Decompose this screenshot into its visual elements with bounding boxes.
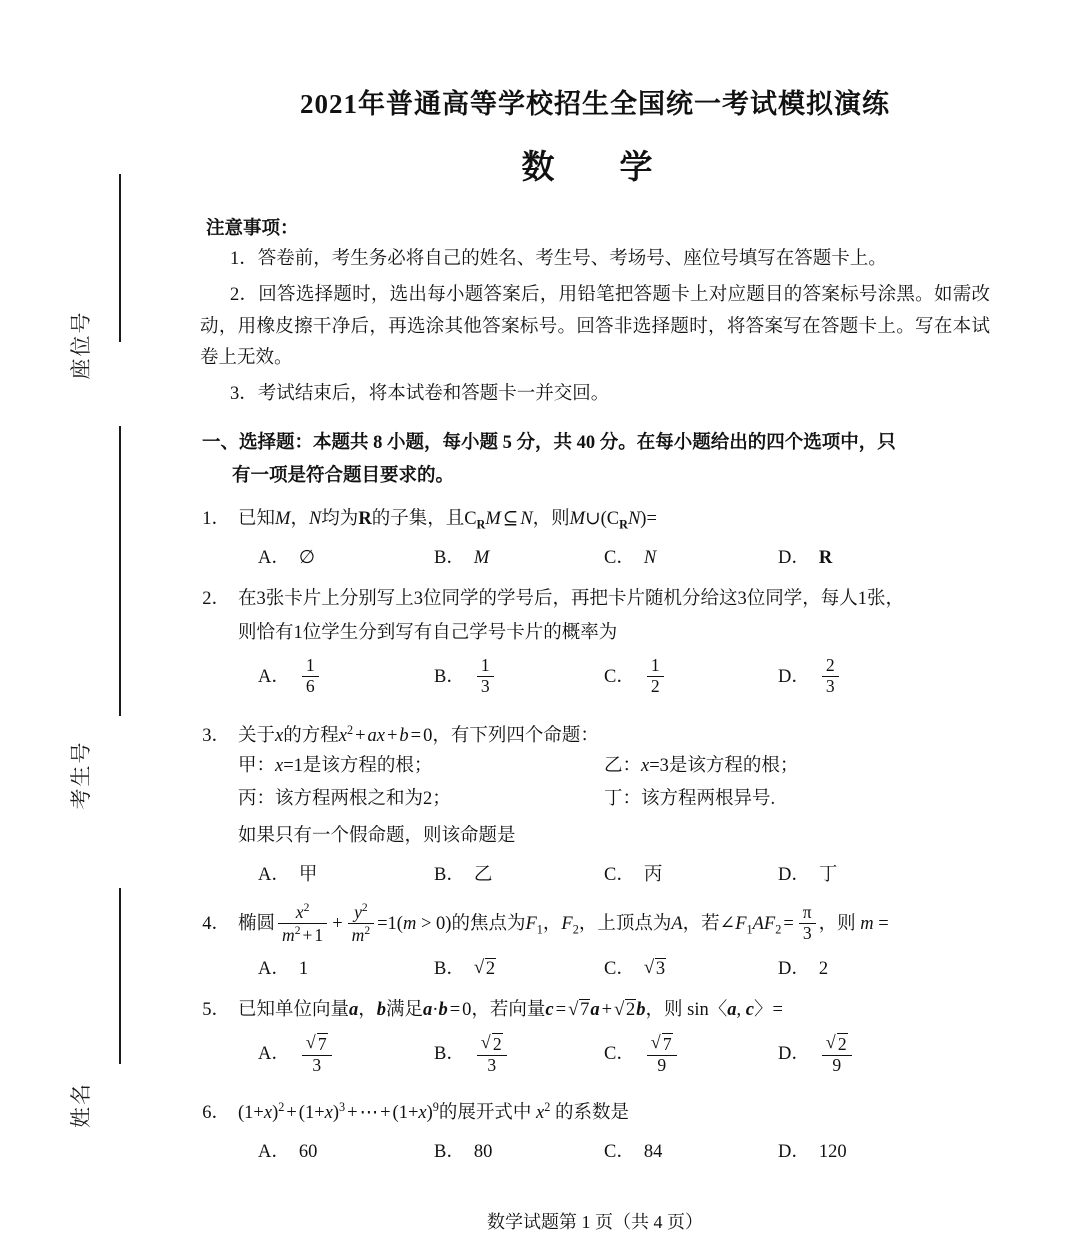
q4-text-3: ，上顶点为	[578, 913, 672, 934]
option-6-a-label: A．	[258, 1141, 290, 1162]
q3-prop-yi-name: 乙：	[604, 755, 642, 776]
q6-expression: $(1+x)^2 + (1+x)^3$ + ⋯ + $(1+x)^9$	[238, 1099, 439, 1124]
q3-text-3: ，有下列四个命题：	[432, 726, 599, 747]
q4-frac2-den: $m^2$	[348, 923, 374, 946]
page-footer: 数学试题第 1 页（共 4 页）	[487, 1212, 703, 1232]
option-2-d-numerator: 2	[825, 655, 835, 676]
option-4-c-label: C．	[604, 959, 635, 980]
question-5-stem	[200, 996, 990, 1026]
q5-text-1: 已知单位向量	[238, 1000, 350, 1021]
q4-frac2-num: $y^2$	[354, 901, 368, 923]
q3-proposition-row-2	[238, 785, 990, 818]
q2-stem-line2: 则恰有1位学生分到写有自己学号卡片的概率为	[238, 622, 618, 643]
page-title: 2021年普通高等学校招生全国统一考试模拟演练	[300, 89, 890, 119]
q3-prop-jia-text: 是该方程的根；	[302, 755, 433, 776]
q2-stem-line1: 在3张卡片上分别写上3位同学的学号后，再把卡片随机分给这3位同学，每人1张，	[238, 589, 905, 610]
option-4-b-label: B．	[434, 959, 465, 980]
option-2-b-fraction	[477, 656, 494, 696]
option-3-d[interactable]	[778, 860, 837, 886]
option-2-b[interactable]	[434, 657, 497, 697]
q4-angle-den: 3	[799, 923, 816, 944]
option-5-d-numerator	[822, 1033, 852, 1055]
option-2-c-numerator: 1	[650, 655, 660, 676]
question-4-stem	[200, 902, 990, 946]
q3-text-2: 的方程	[283, 726, 339, 747]
option-3-c[interactable]	[604, 860, 662, 886]
q4-fraction-2	[348, 901, 374, 945]
option-3-a[interactable]	[258, 860, 317, 886]
q4-angle-num: π	[802, 902, 812, 923]
option-5-a-sqrt: 7	[317, 1033, 327, 1054]
option-2-b-label: B．	[434, 666, 465, 687]
option-5-a[interactable]	[258, 1034, 335, 1076]
notice-heading: 注意事项：	[206, 219, 299, 239]
q3-text-1: 关于	[238, 726, 276, 747]
q1-comp-c2: C	[606, 508, 620, 529]
option-1-b-value: M	[473, 548, 490, 569]
option-1-c[interactable]	[604, 543, 656, 569]
option-3-b-label: B．	[434, 865, 465, 886]
option-4-b-value: 2	[485, 959, 496, 980]
option-3-c-value: 丙	[643, 865, 663, 886]
option-1-d-value: R	[818, 548, 833, 569]
section-desc-line2: 有一项是符合题目要求的。	[232, 465, 455, 486]
notice-item: 3．考试结束后，将本试卷和答题卡一并交回。	[230, 384, 610, 405]
q5-sqrt2-value: 2	[626, 1000, 636, 1021]
q1-subset-sign: ⊆	[502, 508, 519, 529]
option-5-a-label: A．	[258, 1044, 290, 1065]
subject-title: 数 学	[521, 148, 669, 185]
q4-text-4: ，若	[682, 913, 720, 934]
stub-label-seat: 座位号	[69, 310, 93, 380]
q4-f2: $F_2$	[561, 913, 579, 937]
option-4-b[interactable]	[434, 954, 496, 980]
q5-tail: ，则 sin〈a, c〉=	[645, 1000, 783, 1021]
question-6-options	[238, 1137, 990, 1167]
q5-vector-c: c	[545, 1000, 554, 1021]
option-5-d-fraction	[822, 1033, 852, 1075]
question-6-stem	[200, 1098, 990, 1129]
option-2-c-denominator: 2	[647, 676, 664, 697]
option-6-c-value: 84	[643, 1141, 663, 1162]
option-2-c-fraction	[647, 656, 664, 696]
option-4-b-sqrt	[474, 958, 496, 980]
q3-prop-ding-text: 该方程两根异号.	[641, 788, 776, 809]
option-2-d[interactable]	[778, 657, 842, 697]
option-6-d-value: 120	[818, 1141, 847, 1162]
stub-label-name: 姓名	[69, 1082, 93, 1128]
option-4-c[interactable]	[604, 954, 666, 980]
option-5-c-label: C．	[604, 1044, 635, 1065]
q6-tail: 的展开式中 $x^2$ 的系数是	[438, 1099, 629, 1124]
question-5	[200, 996, 990, 1086]
option-6-b[interactable]	[434, 1137, 492, 1163]
option-6-c[interactable]	[604, 1137, 662, 1163]
q3-prop-bing-name: 丙：	[238, 788, 276, 809]
q4-angle-fraction	[799, 903, 816, 943]
option-2-d-fraction	[822, 656, 839, 696]
option-3-d-label: D．	[778, 865, 810, 886]
option-4-a-value: 1	[298, 959, 309, 980]
question-4-number: 4．	[202, 913, 230, 934]
option-5-b-sqrt: 2	[492, 1033, 502, 1054]
q1-text-4: 的子集，且	[371, 508, 465, 529]
q5-comma-1: ，	[358, 1000, 377, 1021]
q1-comp-sub1: R	[476, 517, 486, 532]
q3-prop-yi-text: 是该方程的根；	[668, 755, 799, 776]
option-6-d-label: D．	[778, 1141, 810, 1162]
option-6-a-value: 60	[298, 1141, 318, 1162]
question-2-number: 2．	[202, 589, 230, 610]
q5-vector-b: b	[376, 1000, 387, 1021]
option-5-c[interactable]	[604, 1034, 680, 1076]
q4-frac1-den: $m^2 + 1$	[278, 923, 327, 946]
q3-prop-bing-text: 该方程两根之和为2；	[275, 788, 451, 809]
q4-text-1: 椭圆	[238, 913, 276, 934]
q5-vector-a2: a	[590, 1000, 600, 1021]
section-heading	[202, 427, 990, 493]
q3-var-x: x	[275, 726, 284, 747]
q5-plus: +	[601, 1000, 613, 1021]
q3-equation: $x^2$ + ax + b = 0	[338, 723, 433, 747]
option-4-d-label: D．	[778, 959, 810, 980]
q1-var-m2: M	[569, 508, 586, 529]
option-4-c-value: 3	[655, 959, 666, 980]
question-2-options	[238, 657, 990, 709]
option-5-c-numerator	[647, 1033, 677, 1055]
question-3-stem	[200, 721, 990, 752]
option-2-d-denominator: 3	[822, 676, 839, 697]
q4-eq: =1(m > 0)	[377, 913, 452, 934]
q1-set-r: R	[358, 508, 372, 529]
q4-frac1-num: $x^2$	[295, 901, 310, 923]
q1-var-n2: N	[520, 508, 533, 529]
option-6-b-label: B．	[434, 1141, 465, 1162]
option-3-b-value: 乙	[473, 865, 493, 886]
exam-page	[200, 0, 990, 1258]
q1-comp-var2: N	[627, 508, 641, 529]
option-4-c-sqrt	[644, 958, 666, 980]
option-1-c-value: N	[643, 548, 657, 569]
option-5-d-label: D．	[778, 1044, 810, 1065]
stub-label-candidate: 考生号	[69, 740, 93, 810]
option-1-a-value: ∅	[298, 548, 315, 569]
option-3-b[interactable]	[434, 860, 492, 886]
q1-complement-1	[464, 505, 501, 535]
option-6-a[interactable]	[258, 1137, 317, 1163]
option-2-a[interactable]	[258, 657, 322, 697]
q3-prop-jia-var: x	[275, 755, 284, 776]
question-1-stem	[200, 505, 990, 535]
option-5-d-denominator: 9	[822, 1055, 852, 1076]
q3-prop-yi-eq: =3	[649, 755, 669, 776]
question-1-number: 1．	[202, 508, 230, 529]
option-2-c[interactable]	[604, 657, 667, 697]
option-1-a[interactable]	[258, 543, 315, 569]
q4-angle: $\angle F_1AF_2$ =	[719, 913, 794, 937]
option-5-b-denominator: 3	[477, 1055, 507, 1076]
option-2-a-label: A．	[258, 666, 290, 687]
option-5-b[interactable]	[434, 1034, 510, 1076]
option-5-a-numerator	[302, 1033, 332, 1055]
q3-proposition-row-1	[238, 752, 990, 785]
q4-plus: +	[332, 913, 343, 934]
option-6-b-value: 80	[473, 1141, 493, 1162]
option-2-d-label: D．	[778, 666, 810, 687]
q4-point-a: A	[671, 913, 683, 934]
option-3-c-label: C．	[604, 865, 635, 886]
q1-text-5: ，则	[532, 508, 570, 529]
q4-tail: ，则 m =	[818, 913, 889, 934]
option-3-a-label: A．	[258, 865, 290, 886]
q1-text-6: )=	[640, 508, 657, 529]
option-5-c-fraction	[647, 1033, 677, 1075]
option-1-a-label: A．	[258, 548, 290, 569]
stub-line-candidate	[119, 426, 121, 716]
q5-sqrt-2	[614, 996, 636, 1026]
option-4-d[interactable]	[778, 954, 828, 980]
question-1	[200, 505, 990, 573]
stub-line-seat	[119, 174, 121, 342]
option-2-b-numerator: 1	[480, 655, 490, 676]
q4-f1: $F_1$	[525, 913, 543, 937]
option-5-a-denominator: 3	[302, 1055, 332, 1076]
option-2-a-denominator: 6	[302, 676, 319, 697]
question-3-number: 3．	[202, 726, 230, 747]
q5-vector-a: a	[349, 1000, 359, 1021]
option-3-a-value: 甲	[298, 865, 318, 886]
q5-sqrt-7	[568, 996, 590, 1026]
question-4-options	[238, 954, 990, 984]
option-6-d[interactable]	[778, 1137, 847, 1163]
q3-prop-yi-var: x	[641, 755, 650, 776]
q1-complement-2	[607, 505, 641, 535]
option-4-d-value: 2	[818, 959, 829, 980]
q1-var-n: N	[308, 508, 322, 529]
q3-proposition-yi	[604, 752, 798, 782]
option-3-d-value: 丁	[818, 865, 838, 886]
option-2-c-label: C．	[604, 666, 635, 687]
notice-item: 1．答卷前，考生务必将自己的姓名、考生号、考场号、座位号填写在答题卡上。	[230, 249, 887, 269]
q4-text-2: 的焦点为	[451, 913, 526, 934]
option-1-d[interactable]	[778, 543, 832, 569]
option-5-d[interactable]	[778, 1034, 855, 1076]
option-5-a-fraction	[302, 1033, 332, 1075]
q1-comp-var1: M	[485, 508, 501, 529]
option-5-b-fraction	[477, 1033, 507, 1075]
q5-equals: =	[555, 1000, 567, 1021]
q5-comma-2: ，若向量	[471, 1000, 546, 1021]
q3-tail: 如果只有一个假命题，则该命题是	[238, 825, 516, 846]
question-3-options	[238, 860, 990, 890]
left-margin-column	[0, 0, 200, 1258]
question-4	[200, 902, 990, 984]
notice-item: 2．回答选择题时，选出每小题答案后，用铅笔把答题卡上对应题目的答案标号涂黑。如需改动，用橡皮擦干净后，再选涂其他答案标号。回答非选择题时，将答案写在答题卡上。写在本试卷上无效。	[200, 284, 990, 369]
q3-proposition-bing	[238, 785, 451, 815]
option-1-b[interactable]	[434, 543, 489, 569]
option-5-c-sqrt: 7	[662, 1033, 672, 1054]
option-5-c-denominator: 9	[647, 1055, 677, 1076]
q5-vector-b2: b	[636, 1000, 646, 1021]
option-5-d-sqrt: 2	[837, 1033, 847, 1054]
q3-proposition-ding	[604, 785, 775, 815]
q4-comma: ，	[542, 913, 562, 934]
q3-prop-ding-name: 丁：	[604, 788, 642, 809]
option-4-a[interactable]	[258, 954, 308, 980]
option-5-b-numerator	[477, 1033, 507, 1055]
question-5-options	[238, 1034, 990, 1086]
q5-dot-product: a·b = 0	[423, 1000, 472, 1021]
q1-text-2: ，	[290, 508, 309, 529]
option-2-b-denominator: 3	[477, 676, 494, 697]
q1-comp-sub2: R	[619, 517, 628, 532]
q1-union-sign: ∪(	[585, 508, 607, 529]
option-6-c-label: C．	[604, 1141, 635, 1162]
question-3	[200, 721, 990, 890]
q4-fraction-1	[278, 901, 327, 945]
option-1-b-label: B．	[434, 548, 465, 569]
q3-prop-jia-eq: =1	[283, 755, 303, 776]
q3-proposition-jia	[238, 752, 432, 782]
option-2-a-numerator: 1	[305, 655, 315, 676]
q1-comp-c1: C	[464, 508, 477, 529]
question-6	[200, 1098, 990, 1167]
question-1-options	[238, 543, 990, 573]
question-6-number: 6．	[202, 1103, 230, 1124]
q1-var-m: M	[275, 508, 291, 529]
option-4-a-label: A．	[258, 959, 290, 980]
question-5-number: 5．	[202, 1000, 230, 1021]
q5-text-2: 满足	[386, 1000, 424, 1021]
q3-prop-jia-name: 甲：	[238, 755, 276, 776]
question-2-stem	[200, 585, 990, 615]
option-2-a-fraction	[302, 656, 319, 696]
option-1-c-label: C．	[604, 548, 635, 569]
q5-sqrt7-value: 7	[580, 1000, 590, 1021]
option-5-b-label: B．	[434, 1044, 465, 1065]
question-2	[200, 585, 990, 709]
stub-line-name	[119, 888, 121, 1064]
section-desc-line1: 本题共 8 小题，每小题 5 分，共 40 分。在每小题给出的四个选项中，只	[313, 433, 896, 454]
option-1-d-label: D．	[778, 548, 810, 569]
q1-text-3: 均为	[321, 508, 359, 529]
section-label: 一、选择题：	[202, 433, 314, 454]
q1-text-1: 已知	[238, 508, 276, 529]
